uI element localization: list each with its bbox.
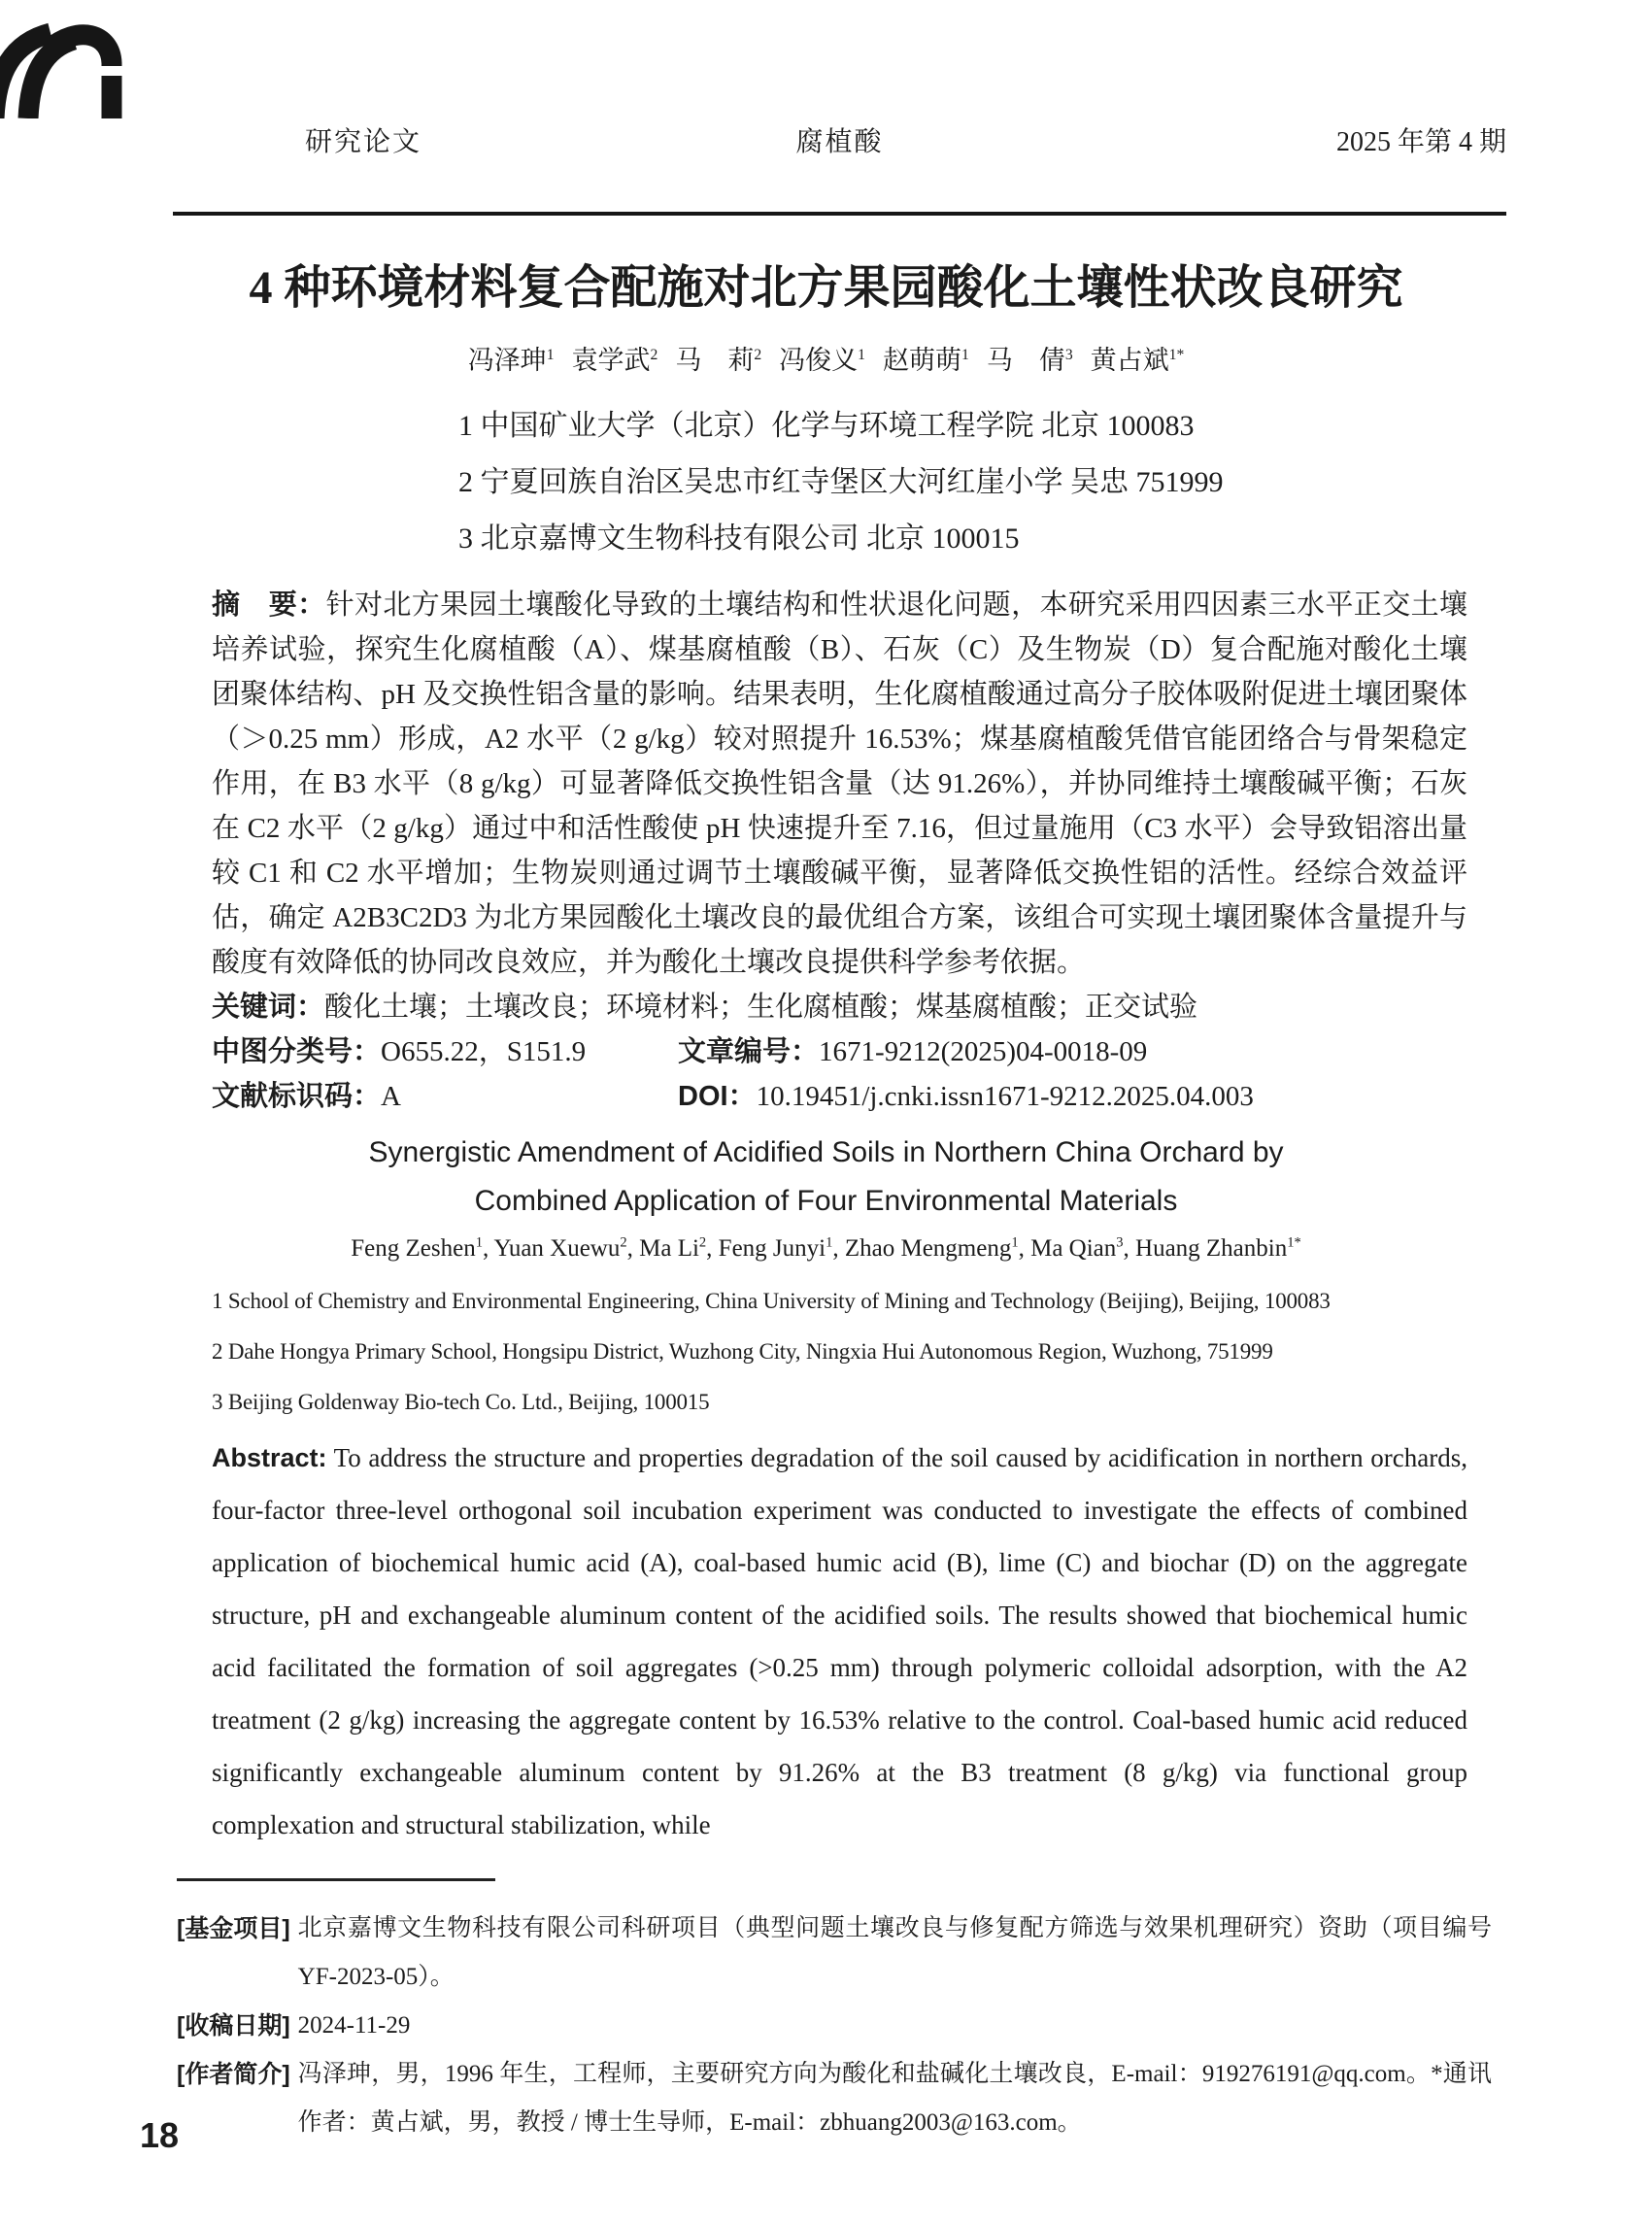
footnote-text: 冯泽珅，男，1996 年生，工程师，主要研究方向为酸化和盐碱化土壤改良，E-mail：919276191@qq.com。*通讯作者：黄占斌，男，教授 / 博士生导师，E-mail：zbhuang2003@163.com。 <box>297 2061 1492 2136</box>
author-name: 冯俊义$^1$ <box>779 346 865 375</box>
article-content <box>0 216 1652 2147</box>
affiliation-line: 1 中国矿业大学（北京）化学与环境工程学院 北京 100083 <box>458 410 1195 442</box>
author-name: 赵萌萌$^1$ <box>883 346 969 375</box>
affiliation-line: 2 宁夏回族自治区吴忠市红寺堡区大河红崖小学 吴忠 751999 <box>458 466 1224 498</box>
keywords-cn <box>212 985 1467 1029</box>
author-name: Feng Zeshen$^1$ <box>351 1234 483 1262</box>
abstract-cn-text: 针对北方果园土壤酸化导致的土壤结构和性状退化问题，本研究采用四因素三水平正交土壤培养试验，探究生化腐植酸（A）、煤基腐植酸（B）、石灰（C）及生物炭（D）复合配施对酸化土壤团聚体结构、pH 及交换性铝含量的影响。结果表明，生化腐植酸通过高分子胶体吸附促进土壤团聚体（＞0.25 mm）形成，A2 水平（2 g/kg）较对照提升 16.53%；煤基腐植酸凭借官能团络合与骨架稳定作用，在 B3 水平（8 g/kg）可显著降低交换性铝含量（达 91.26%），并协同维持土壤酸碱平衡；石灰在 C2 水平（2 g/kg）通过中和活性酸使 pH 快速提升至 7.16，但过量施用（C3 水平）会导致铝溶出量较 C1 和 C2 水平增加；生物炭则通过调节土壤酸碱平衡，显著降低交换性铝的活性。经综合效益评估，确定 A2B3C2D3 为北方果园酸化土壤改良的最优组合方案，该组合可实现土壤团聚体含量提升与酸度有效降低的协同改良效应，并为酸化土壤改良提供科学参考依据。 <box>212 590 1467 978</box>
header-journal-name: 腐植酸 <box>795 127 884 157</box>
keywords-text: 酸化土壤；土壤改良；环境材料；生化腐植酸；煤基腐植酸；正交试验 <box>324 992 1198 1023</box>
authors-en: Feng Zeshen$^1$, Yuan Xuewu$^2$, Ma Li$^2$, Feng Junyi$^1$, Zhao Mengmeng$^1$, Ma Qian$^3$, Huang Zhanbin$^{1*}$ <box>351 1234 1301 1262</box>
page-number: 18 <box>140 2115 180 2155</box>
author-name: 马 莉$^2$ <box>675 346 762 375</box>
affiliations-cn <box>458 398 1652 567</box>
affiliations-en <box>212 1276 1506 1428</box>
footnote-label: [基金项目] <box>177 1915 290 1942</box>
footnote-divider <box>177 1878 495 1881</box>
doi: DOI：10.19451/j.cnki.issn1671-9212.2025.04.003 <box>678 1081 1254 1112</box>
author-name: 冯泽珅$^1$ <box>467 346 555 375</box>
footnote-label: [作者简介] <box>177 2061 290 2088</box>
footnotes <box>177 1905 1492 2147</box>
author-name: 马 倩$^3$ <box>986 346 1073 375</box>
footnote-text: 2024-11-29 <box>297 2012 411 2039</box>
footnote-row <box>177 1905 1492 2002</box>
affiliation-line: 3 Beijing Goldenway Bio-tech Co. Ltd., Beijing, 100015 <box>212 1390 710 1414</box>
article-title-en <box>0 1129 1652 1226</box>
author-name: Feng Junyi$^1$ <box>718 1234 833 1262</box>
meta-row-2 <box>212 1074 1467 1119</box>
author-name: Zhao Mengmeng$^1$ <box>844 1234 1019 1262</box>
page-header <box>173 115 1506 159</box>
abstract-en <box>212 1432 1467 1851</box>
footnote-text: 北京嘉博文生物科技有限公司科研项目（典型问题土壤改良与修复配方筛选与效果机理研究）资助（项目编号 YF-2023-05）。 <box>297 1915 1492 1990</box>
header-issue-label: 2025 年第 4 期 <box>1335 127 1506 157</box>
footnote-row <box>177 2002 1492 2050</box>
footnote-row <box>177 2050 1492 2147</box>
authors-cn <box>0 342 1652 379</box>
author-name: 黄占斌$^{1*}$ <box>1090 346 1185 375</box>
header-section-label: 研究论文 <box>305 127 422 157</box>
journal-logo-icon <box>0 8 128 118</box>
title-en-line2: Combined Application of Four Environmental Materials <box>474 1185 1178 1217</box>
abstract-cn <box>212 583 1467 985</box>
author-name: Huang Zhanbin$^{1*}$ <box>1135 1234 1301 1262</box>
footnote-label: [收稿日期] <box>177 2012 290 2040</box>
abstract-en-label: Abstract: <box>212 1443 327 1472</box>
author-name: Ma Qian$^3$ <box>1030 1234 1124 1262</box>
document-code: 文献标识码：A <box>212 1081 401 1112</box>
affiliation-line: 3 北京嘉博文生物科技有限公司 北京 100015 <box>458 523 1020 555</box>
author-name: Yuan Xuewu$^2$ <box>493 1234 627 1262</box>
article-meta <box>212 1029 1467 1119</box>
affiliation-line: 1 School of Chemistry and Environmental Engineering, China University of Mining and Technology (Beijing), Beijing, 100083 <box>212 1289 1331 1313</box>
author-name: Ma Li$^2$ <box>639 1234 707 1262</box>
meta-row-1 <box>212 1029 1467 1074</box>
author-name: 袁学武$^2$ <box>571 346 658 375</box>
affiliation-line: 2 Dahe Hongya Primary School, Hongsipu District, Wuzhong City, Ningxia Hui Autonomous Region, Wuzhong, 751999 <box>212 1339 1273 1364</box>
title-en-line1: Synergistic Amendment of Acidified Soils in Northern China Orchard by <box>368 1136 1284 1168</box>
abstract-en-text: To address the structure and properties degradation of the soil caused by acidification in northern orchards, four-factor three-level orthogonal soil incubation experiment was conducted to investigate the effects of combined application of biochemical humic acid (A), coal-based humic acid (B), lime (C) and biochar (D) on the aggregate structure, pH and exchangeable aluminum content of the acidified soils. The results showed that biochemical humic acid facilitated the formation of soil aggregates (>0.25 mm) through polymeric colloidal adsorption, with the A2 treatment (2 g/kg) increasing the aggregate content by 16.53% relative to the control. Coal-based humic acid reduced significantly exchangeable aluminum content by 91.26% at the B3 treatment (8 g/kg) via functional group complexation and structural stabilization, while <box>212 1443 1467 1839</box>
clc-number: 中图分类号：O655.22，S151.9 <box>212 1036 587 1067</box>
article-title-cn: 4 种环境材料复合配施对北方果园酸化土壤性状改良研究 <box>249 262 1403 314</box>
article-number: 文章编号：1671-9212(2025)04-0018-09 <box>678 1036 1148 1067</box>
abstract-cn-label: 摘 要： <box>212 590 326 621</box>
keywords-label: 关键词： <box>212 992 325 1023</box>
